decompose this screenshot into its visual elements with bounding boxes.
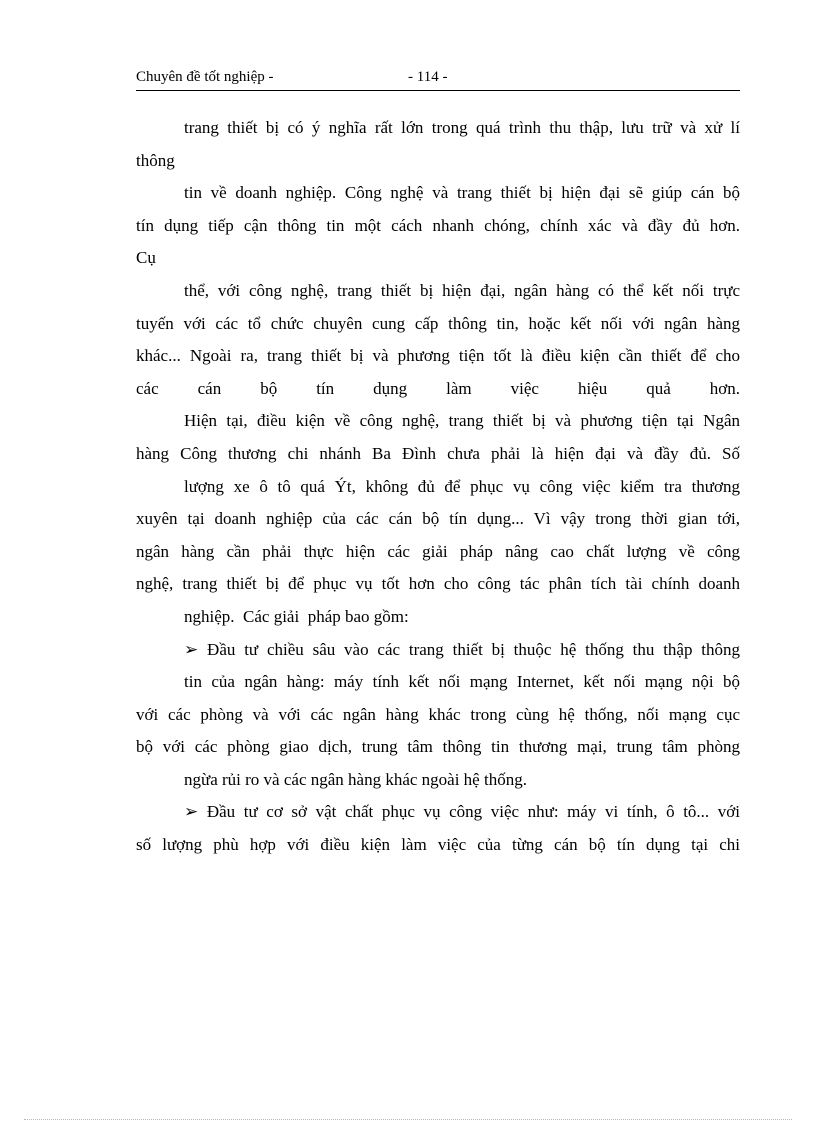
text-line: thông (136, 150, 175, 170)
page-header (136, 66, 740, 91)
text-line: thể, với công nghệ, trang thiết bị hiện đại, ngân hàng có thể kết nối trực (184, 280, 740, 300)
text-line: tín dụng tiếp cận thông tin một cách nhanh chóng, chính xác và đầy đủ hơn. (136, 215, 740, 235)
text-line: với các phòng và với các ngân hàng khác trong cùng hệ thống, nối mạng cục (136, 704, 740, 724)
page-number: - 114 - (408, 69, 448, 85)
header-title: Chuyên đề tốt nghiệp - (136, 69, 274, 85)
text-line: Cụ (136, 248, 156, 268)
text-line: xuyên tại doanh nghiệp của các cán bộ tín dụng... Vì vậy trong thời gian tới, (136, 509, 740, 529)
bullet-line: ➢ Đầu tư chiều sâu vào các trang thiết bị thuộc hệ thống thu thập thông (184, 639, 740, 659)
text-line: bộ với các phòng giao dịch, trung tâm thông tin thương mại, trung tâm phòng (136, 737, 740, 757)
text-line: hàng Công thương chi nhánh Ba Đình chưa phải là hiện đại và đầy đủ. Số (136, 443, 740, 463)
text-line: tuyến với các tổ chức chuyên cung cấp thông tin, hoặc kết nối với ngân hàng (136, 313, 740, 333)
text-line: số lượng phù hợp với điều kiện làm việc của từng cán bộ tín dụng tại chi (136, 835, 740, 855)
document-body (136, 112, 740, 862)
text-line: ngừa rủi ro và các ngân hàng khác ngoài hệ thống. (184, 769, 527, 789)
text-line: tin của ngân hàng: máy tính kết nối mạng Internet, kết nối mạng nội bộ (184, 672, 740, 692)
text-line: ngân hàng cần phải thực hiện các giải pháp nâng cao chất lượng về công (136, 541, 740, 561)
page-bottom-divider (24, 1119, 792, 1120)
bullet-line: ➢ Đầu tư cơ sở vật chất phục vụ công việc như: máy vi tính, ô tô... với (184, 802, 740, 822)
text-line: Hiện tại, điều kiện về công nghệ, trang thiết bị và phương tiện tại Ngân (184, 411, 740, 431)
text-line: nghệ, trang thiết bị để phục vụ tốt hơn cho công tác phân tích tài chính doanh (136, 574, 740, 594)
text-line: lượng xe ô tô quá Ýt, không đủ để phục vụ công việc kiểm tra thương (184, 476, 740, 496)
text-line: trang thiết bị có ý nghĩa rất lớn trong quá trình thu thập, lưu trữ và xử lí (184, 118, 740, 137)
text-line: khác... Ngoài ra, trang thiết bị và phương tiện tốt là điều kiện cần thiết để cho (136, 346, 740, 366)
text-line: tin về doanh nghiệp. Công nghệ và trang thiết bị hiện đại sẽ giúp cán bộ (184, 183, 740, 203)
text-line: các cán bộ tín dụng làm việc hiệu quả hơn. (136, 378, 740, 398)
text-line: nghiệp. Các giải pháp bao gồm: (184, 606, 409, 626)
